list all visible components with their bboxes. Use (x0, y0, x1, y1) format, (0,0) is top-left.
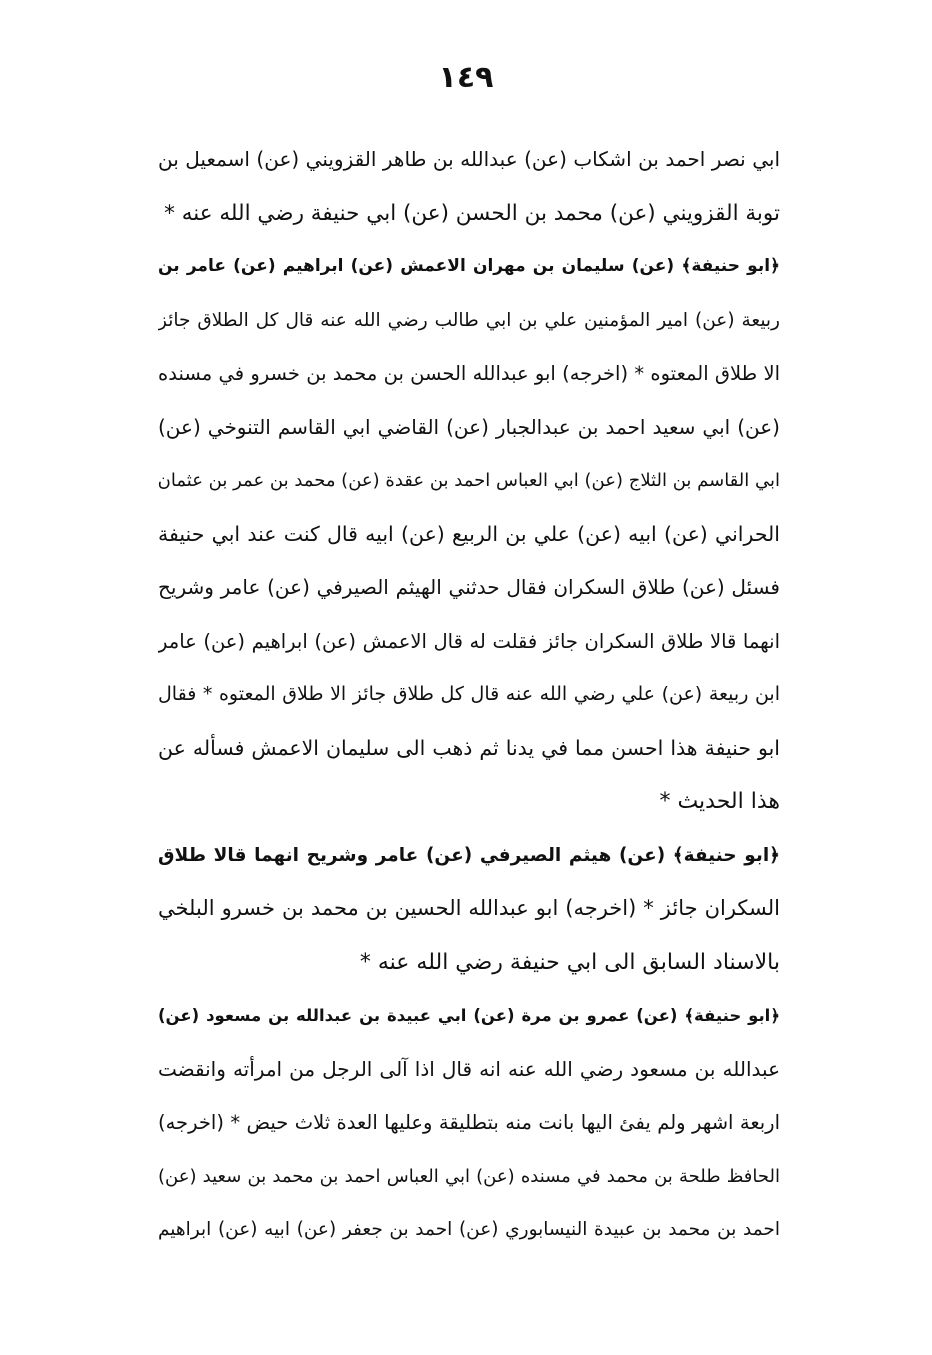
text-line: الحراني (عن) ابيه (عن) علي بن الربيع (عن) ابيه قال كنت عند ابي حنيفة (158, 521, 780, 546)
text-line: ﴿ابو حنيفة﴾ (عن) سليمان بن مهران الاعمش (عن) ابراهيم (عن) عامر بن (158, 256, 780, 276)
text-line: الا طلاق المعتوه * (اخرجه) ابو عبدالله الحسن بن محمد بن خسرو في مسنده (158, 362, 780, 385)
text-line: الحافظ طلحة بن محمد في مسنده (عن) ابي العباس احمد بن محمد بن سعيد (عن) (158, 1165, 780, 1187)
text-line: اربعة اشهر ولم يفئ اليها بانت منه بتطليقة وعليها العدة ثلاث حيض * (اخرجه) (158, 1111, 780, 1134)
text-line: ابي نصر احمد بن اشكاب (عن) عبدالله بن طاهر القزويني (عن) اسمعيل بن (158, 147, 780, 171)
text-line: ﴿ابو حنيفة﴾ (عن) عمرو بن مرة (عن) ابي عبيدة بن عبدالله بن مسعود (عن) (158, 1006, 780, 1025)
text-line: انهما قالا طلاق السكران جائز فقلت له قال الاعمش (عن) ابراهيم (عن) عامر (158, 629, 780, 653)
text-line: احمد بن محمد بن عبيدة النيسابوري (عن) احمد بن جعفر (عن) ابيه (عن) ابراهيم (158, 1219, 780, 1240)
body-text (158, 133, 780, 1257)
text-line: ربيعة (عن) امير المؤمنين علي بن ابي طالب رضي الله عنه قال كل الطلاق جائز (158, 309, 780, 331)
text-line: ﴿ابو حنيفة﴾ (عن) هيثم الصيرفي (عن) عامر وشريح انهما قالا طلاق (158, 844, 780, 866)
text-line: هذا الحديث * (659, 789, 780, 814)
text-line: ابن ربيعة (عن) علي رضي الله عنه قال كل طلاق جائز الا طلاق المعتوه * فقال (158, 683, 780, 705)
text-line: فسئل (عن) طلاق السكران فقال حدثني الهيثم الصيرفي (عن) عامر وشريح (158, 575, 780, 599)
text-line: عبدالله بن مسعود رضي الله عنه انه قال اذا آلى الرجل من امرأته وانقضت (158, 1056, 780, 1081)
text-line: ابو حنيفة هذا احسن مما في يدنا ثم ذهب الى سليمان الاعمش فسأله عن (158, 735, 780, 760)
text-line: توبة القزويني (عن) محمد بن الحسن (عن) ابي حنيفة رضي الله عنه * (164, 200, 780, 226)
text-line: (عن) ابي سعيد احمد بن عبدالجبار (عن) القاضي ابي القاسم التنوخي (عن) (158, 414, 780, 439)
text-line: بالاسناد السابق الى ابي حنيفة رضي الله عنه * (359, 949, 780, 975)
page-number: ١٤٩ (438, 60, 494, 95)
text-line: ابي القاسم بن الثلاج (عن) ابي العباس احمد بن عقدة (عن) محمد بن عمر بن عثمان (158, 470, 780, 491)
text-line: السكران جائز * (اخرجه) ابو عبدالله الحسين بن محمد بن خسرو البلخي (158, 896, 780, 920)
